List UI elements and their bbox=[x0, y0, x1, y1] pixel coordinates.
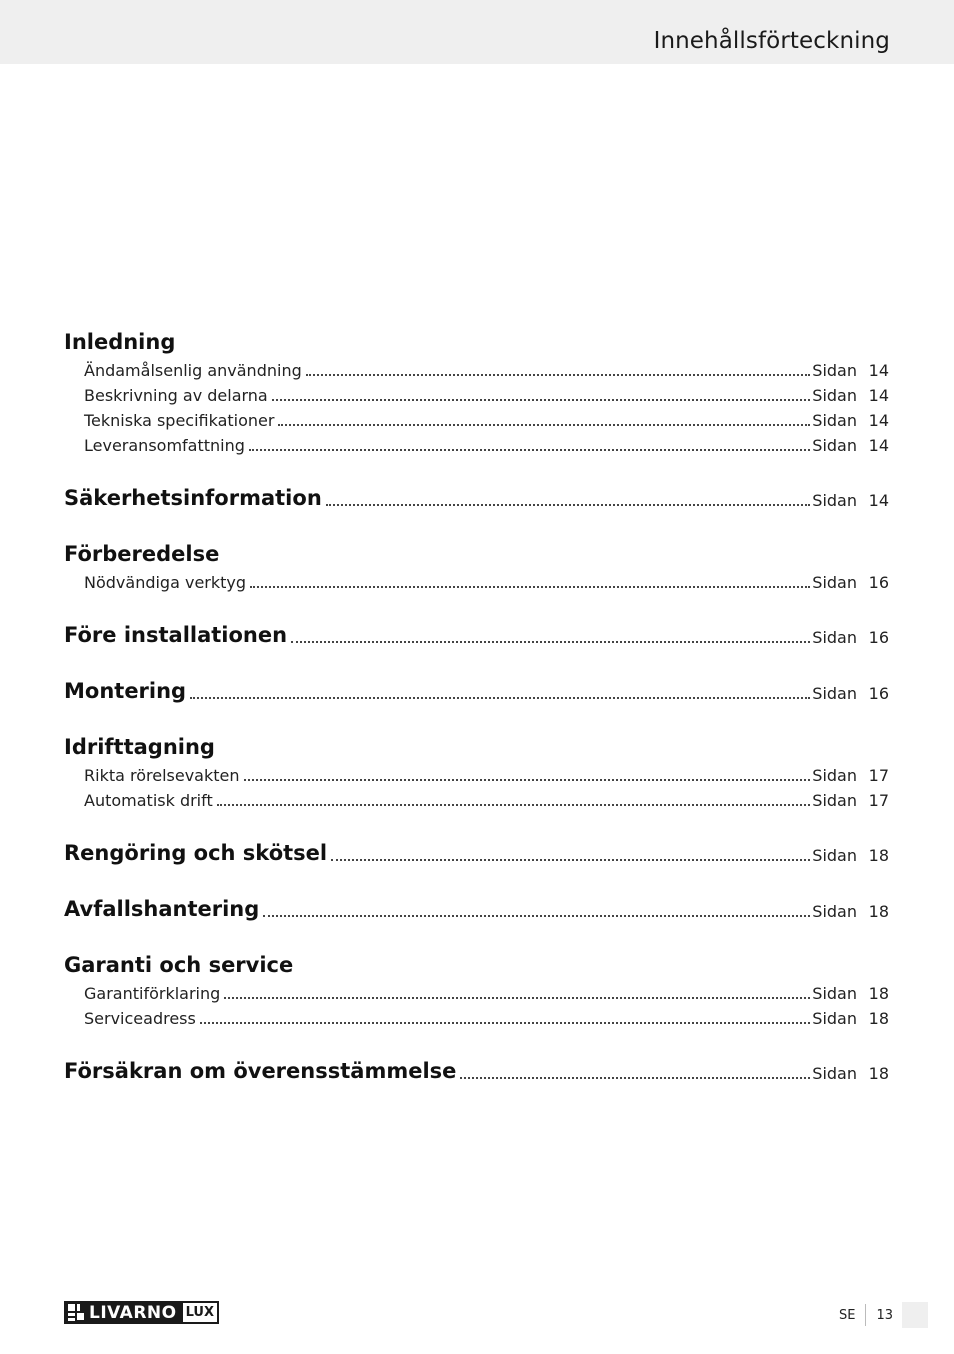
dot-leader bbox=[278, 424, 810, 426]
toc-section bbox=[64, 481, 889, 512]
toc-entry[interactable] bbox=[64, 979, 889, 1004]
toc-entry-label: Leveransomfattning bbox=[84, 436, 245, 455]
toc-entry[interactable] bbox=[64, 356, 889, 381]
toc-entry-label: Nödvändiga verktyg bbox=[84, 573, 247, 592]
toc-page-ref: Sidan 17 bbox=[812, 791, 889, 810]
toc-heading: Säkerhetsinformation bbox=[64, 486, 322, 510]
toc-heading: Idrifttagning bbox=[64, 735, 215, 759]
toc-heading: Förberedelse bbox=[64, 542, 220, 566]
toc-heading-row[interactable] bbox=[64, 325, 889, 356]
toc-section bbox=[64, 836, 889, 867]
logo-grid-icon bbox=[68, 1304, 85, 1321]
dot-leader bbox=[244, 779, 811, 781]
toc-heading: Rengöring och skötsel bbox=[64, 841, 328, 865]
dot-leader bbox=[217, 804, 811, 806]
dot-leader bbox=[224, 997, 810, 999]
toc-page-ref: Sidan 16 bbox=[812, 628, 889, 647]
toc-heading-row[interactable] bbox=[64, 1054, 889, 1085]
toc-page-ref: Sidan 18 bbox=[812, 984, 889, 1003]
toc-section bbox=[64, 1054, 889, 1085]
toc-section bbox=[64, 730, 889, 811]
toc-heading-row[interactable] bbox=[64, 730, 889, 761]
toc-section bbox=[64, 674, 889, 705]
toc-heading-row[interactable] bbox=[64, 674, 889, 705]
toc-heading-row[interactable] bbox=[64, 618, 889, 649]
toc-entry-label: Automatisk drift bbox=[84, 791, 213, 810]
dot-leader bbox=[263, 915, 810, 917]
toc-page-ref: Sidan 16 bbox=[812, 573, 889, 592]
toc-page-ref: Sidan 18 bbox=[812, 902, 889, 921]
toc-page-ref: Sidan 18 bbox=[812, 1009, 889, 1028]
toc-entry-label: Serviceadress bbox=[84, 1009, 196, 1028]
dot-leader bbox=[326, 504, 811, 506]
table-of-contents bbox=[64, 325, 889, 1110]
toc-page-ref: Sidan 18 bbox=[812, 846, 889, 865]
dot-leader bbox=[200, 1022, 810, 1024]
logo-text: LIVARNO bbox=[89, 1302, 177, 1323]
toc-entry-label: Tekniska specifikationer bbox=[84, 411, 275, 430]
toc-entry[interactable] bbox=[64, 568, 889, 593]
toc-page-ref: Sidan 16 bbox=[812, 684, 889, 703]
toc-entry[interactable] bbox=[64, 431, 889, 456]
toc-page-ref: Sidan 14 bbox=[812, 436, 889, 455]
toc-entry[interactable] bbox=[64, 1004, 889, 1029]
toc-page-ref: Sidan 14 bbox=[812, 491, 889, 510]
toc-entry-label: Ändamålsenlig användning bbox=[84, 361, 302, 380]
toc-entry-label: Rikta rörelsevakten bbox=[84, 766, 240, 785]
dot-leader bbox=[249, 449, 810, 451]
toc-entry[interactable] bbox=[64, 761, 889, 786]
toc-section bbox=[64, 948, 889, 1029]
toc-heading: Försäkran om överensstämmelse bbox=[64, 1059, 457, 1083]
toc-heading: Avfallshantering bbox=[64, 897, 260, 921]
toc-page-ref: Sidan 14 bbox=[812, 411, 889, 430]
toc-page-ref: Sidan 18 bbox=[812, 1064, 889, 1083]
dot-leader bbox=[306, 374, 811, 376]
logo-main-block bbox=[64, 1301, 181, 1324]
toc-section bbox=[64, 892, 889, 923]
dot-leader bbox=[190, 697, 810, 699]
page-number: 13 bbox=[876, 1307, 893, 1323]
toc-entry-label: Beskrivning av delarna bbox=[84, 386, 268, 405]
dot-leader bbox=[250, 586, 810, 588]
toc-heading: Före installationen bbox=[64, 623, 288, 647]
toc-page-ref: Sidan 14 bbox=[812, 361, 889, 380]
toc-page-ref: Sidan 14 bbox=[812, 386, 889, 405]
toc-entry[interactable] bbox=[64, 406, 889, 431]
toc-section bbox=[64, 325, 889, 456]
brand-logo bbox=[64, 1301, 219, 1324]
dot-leader bbox=[331, 859, 810, 861]
dot-leader bbox=[291, 641, 810, 643]
toc-heading: Inledning bbox=[64, 330, 176, 354]
toc-heading-row[interactable] bbox=[64, 892, 889, 923]
toc-page-ref: Sidan 17 bbox=[812, 766, 889, 785]
toc-section bbox=[64, 537, 889, 593]
dot-leader bbox=[460, 1077, 810, 1079]
language-code: SE bbox=[838, 1307, 856, 1323]
toc-heading-row[interactable] bbox=[64, 836, 889, 867]
toc-entry[interactable] bbox=[64, 381, 889, 406]
toc-section bbox=[64, 618, 889, 649]
toc-entry[interactable] bbox=[64, 786, 889, 811]
toc-heading-row[interactable] bbox=[64, 481, 889, 512]
logo-suffix: LUX bbox=[181, 1301, 219, 1324]
toc-heading: Montering bbox=[64, 679, 187, 703]
toc-heading-row[interactable] bbox=[64, 948, 889, 979]
dot-leader bbox=[272, 399, 811, 401]
page-footer bbox=[839, 1302, 928, 1328]
footer-tab-marker bbox=[902, 1302, 928, 1328]
toc-heading-row[interactable] bbox=[64, 537, 889, 568]
page-title: Innehållsförteckning bbox=[653, 28, 890, 54]
toc-entry-label: Garantiförklaring bbox=[84, 984, 221, 1003]
toc-heading: Garanti och service bbox=[64, 953, 294, 977]
